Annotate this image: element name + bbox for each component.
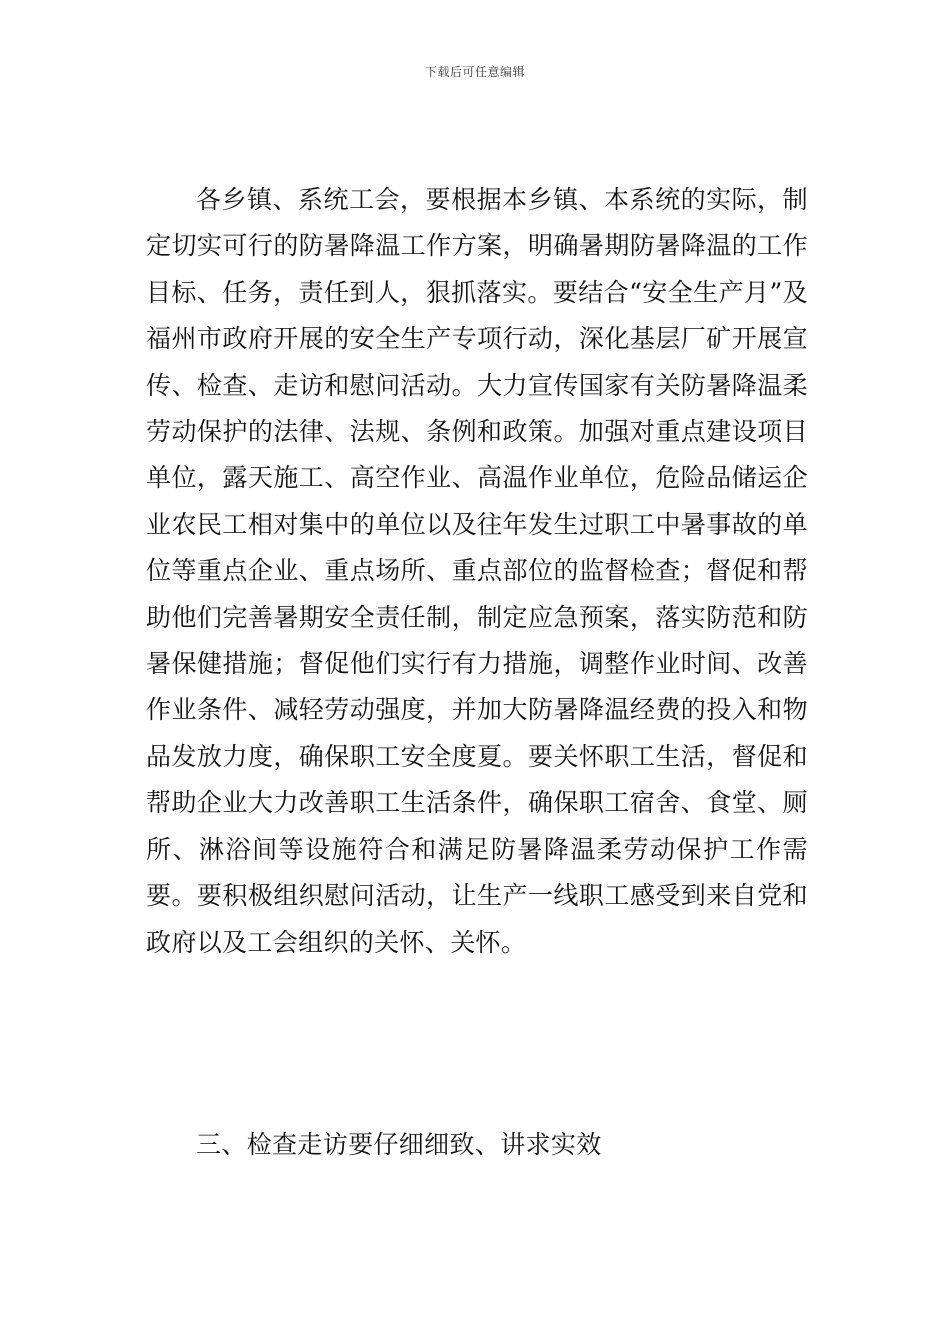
page-header-note: 下载后可任意编辑	[424, 65, 525, 79]
section-heading: 三、检查走访要仔细细致、讲求实效	[196, 1130, 602, 1159]
body-paragraph: 各乡镇、系统工会，要根据本乡镇、本系统的实际，制定切实可行的防暑降温工作方案，明确暑期防暑降温的工作目标、任务，责任到人，狠抓落实。要结合“安全生产月”及福州市政府开展的安全生产专项行动，深化基层厂矿开展宣传、检查、走访和慰问活动。大力宣传国家有关防暑降温柔劳动保护的法律、法规、条例和政策。加强对重点建设项目单位，露天施工、高空作业、高温作业单位，危险品储运企业农民工相对集中的单位以及往年发生过职工中暑事故的单位等重点企业、重点场所、重点部位的监督检查；督促和帮助他们完善暑期安全责任制，制定应急预案，落实防范和防暑保健措施；督促他们实行有力措施，调整作业时间、改善作业条件、减轻劳动强度，并加大防暑降温经费的投入和物品发放力度，确保职工安全度夏。要关怀职工生活，督促和帮助企业大力改善职工生活条件，确保职工宿舍、食堂、厕所、淋浴间等设施符合和满足防暑降温柔劳动保护工作需要。要积极组织慰问活动，让生产一线职工感受到来自党和政府以及工会组织的关怀、关怀。	[146, 185, 808, 957]
